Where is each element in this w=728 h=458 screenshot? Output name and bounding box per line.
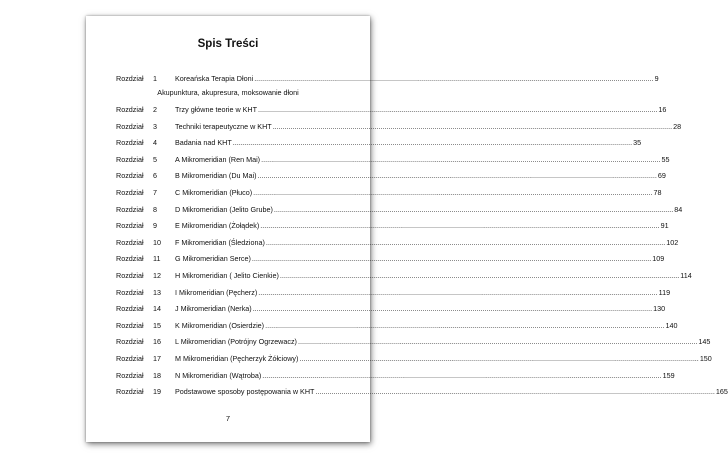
toc-entry — [116, 121, 682, 134]
chapter-title-line — [175, 271, 692, 280]
chapter-title-line — [175, 237, 679, 247]
toc-entry — [116, 204, 683, 217]
chapter-number: 6 — [153, 171, 157, 181]
chapter-title-line — [175, 320, 678, 330]
toc-entry — [116, 74, 659, 86]
dot-leader: ........................................................................................................................................................................................................ — [232, 138, 633, 148]
chapter-page: 159 — [662, 370, 675, 380]
chapter-title-line — [175, 221, 669, 231]
chapter-page: 150 — [699, 354, 712, 363]
toc-entry — [116, 370, 675, 383]
dot-leader: ........................................................................................................................................................................................................ — [273, 204, 674, 214]
chapter-number: 14 — [153, 304, 161, 314]
chapter-label: Rozdział — [116, 105, 144, 114]
toc-entry — [116, 221, 669, 233]
toc-entry — [116, 237, 679, 250]
chapter-title-line — [175, 138, 642, 148]
toc-entry — [116, 138, 642, 150]
chapter-label: Rozdział — [116, 237, 144, 247]
chapter-number: 1 — [153, 74, 157, 83]
chapter-title-line — [175, 121, 682, 131]
chapter-title: H Mikromeridian ( Jelito Cienkie) — [175, 271, 279, 280]
chapter-number: 11 — [153, 254, 161, 264]
chapter-label: Rozdział — [116, 320, 144, 330]
chapter-page: 16 — [658, 105, 667, 114]
chapter-label: Rozdział — [116, 171, 144, 181]
document-page — [86, 16, 728, 442]
chapter-number: 4 — [153, 138, 157, 148]
chapter-number: 19 — [153, 387, 161, 397]
toc-entry — [116, 387, 728, 399]
chapter-title: A Mikromeridian (Ren Mai) — [175, 154, 261, 164]
dot-leader: ........................................................................................................................................................................................................ — [258, 105, 658, 114]
chapter-label: Rozdział — [116, 221, 144, 231]
chapter-title: Trzy główne teorie w KHT — [175, 105, 258, 114]
chapter-page: 119 — [658, 287, 671, 297]
chapter-label: Rozdział — [116, 204, 144, 214]
chapter-number: 13 — [153, 287, 161, 297]
chapter-page: 69 — [657, 171, 666, 181]
dot-leader: ........................................................................................................................................................................................................ — [254, 74, 654, 83]
dot-leader: ........................................................................................................................................................................................................ — [265, 237, 666, 247]
dot-leader: ........................................................................................................................................................................................................ — [297, 337, 698, 347]
toc-entry — [116, 271, 692, 283]
chapter-title-line — [175, 304, 666, 314]
chapter-title-line — [175, 105, 667, 114]
dot-leader: ........................................................................................................................................................................................................ — [279, 271, 680, 280]
chapter-number: 8 — [153, 204, 157, 214]
chapter-number: 9 — [153, 221, 157, 231]
chapter-page: 145 — [698, 337, 711, 347]
chapter-title: Techniki terapeutyczne w KHT — [175, 121, 272, 131]
chapter-title: D Mikromeridian (Jelito Grube) — [175, 204, 273, 214]
dot-leader: ........................................................................................................................................................................................................ — [257, 171, 657, 181]
toc-entry — [116, 171, 666, 183]
chapter-title: F Mikromeridian (Śledziona) — [175, 237, 265, 247]
chapter-title: C Mikromeridian (Płuco) — [175, 188, 253, 197]
chapter-title: Badania nad KHT — [175, 138, 232, 148]
chapter-title: B Mikromeridian (Du Mai) — [175, 171, 257, 181]
chapter-page: 165 — [715, 387, 728, 397]
toc-entry — [116, 304, 666, 316]
chapter-number: 7 — [153, 188, 157, 197]
chapter-label: Rozdział — [116, 271, 144, 280]
chapter-title-line — [175, 387, 728, 397]
chapter-page: 35 — [633, 138, 642, 148]
chapter-title: E Mikromeridian (Żołądek) — [175, 221, 260, 231]
chapter-label: Rozdział — [116, 74, 144, 83]
dot-leader: ........................................................................................................................................................................................................ — [262, 370, 662, 380]
chapter-label: Rozdział — [116, 370, 144, 380]
chapter-number: 5 — [153, 154, 157, 164]
chapter-title-line — [175, 254, 665, 264]
chapter-label: Rozdział — [116, 138, 144, 148]
chapter-title: N Mikromeridian (Wątroba) — [175, 370, 262, 380]
toc-entry — [116, 154, 670, 167]
dot-leader: ........................................................................................................................................................................................................ — [252, 304, 653, 314]
chapter-title: I Mikromeridian (Pęcherz) — [175, 287, 258, 297]
chapter-label: Rozdział — [116, 287, 144, 297]
chapter-page: 91 — [660, 221, 669, 231]
dot-leader: ........................................................................................................................................................................................................ — [258, 287, 658, 297]
dot-leader: ........................................................................................................................................................................................................ — [299, 354, 699, 363]
toc-entry — [116, 354, 712, 366]
chapter-title-line — [175, 337, 711, 347]
chapter-number: 17 — [153, 354, 161, 363]
dot-leader: ........................................................................................................................................................................................................ — [265, 320, 665, 330]
chapter-page: 130 — [653, 304, 666, 314]
chapter-title-line — [175, 154, 670, 164]
dot-leader: ........................................................................................................................................................................................................ — [251, 254, 652, 264]
chapter-number: 18 — [153, 370, 161, 380]
chapter-page: 9 — [654, 74, 659, 83]
dot-leader: ........................................................................................................................................................................................................ — [315, 387, 715, 397]
chapter-title-line — [175, 354, 712, 363]
chapter-label: Rozdział — [116, 304, 144, 314]
chapter-title-line — [175, 74, 659, 83]
chapter-label: Rozdział — [116, 337, 144, 347]
chapter-label: Rozdział — [116, 154, 144, 164]
section-subtitle: Akupunktura, akupresura, moksowanie dłoni — [157, 88, 299, 97]
chapter-number: 2 — [153, 105, 157, 114]
chapter-title-line — [175, 188, 662, 197]
chapter-title-line — [175, 370, 675, 380]
dot-leader: ........................................................................................................................................................................................................ — [260, 221, 660, 231]
chapter-title: K Mikromeridian (Osierdzie) — [175, 320, 265, 330]
chapter-number: 16 — [153, 337, 161, 347]
chapter-page: 78 — [653, 188, 662, 197]
chapter-label: Rozdział — [116, 254, 144, 264]
chapter-page: 109 — [652, 254, 665, 264]
chapter-number: 3 — [153, 121, 157, 131]
dot-leader: ........................................................................................................................................................................................................ — [253, 188, 653, 197]
chapter-title: M Mikromeridian (Pęcherzyk Żółciowy) — [175, 354, 299, 363]
toc-entry — [116, 287, 671, 300]
chapter-title: Podstawowe sposoby postępowania w KHT — [175, 387, 315, 397]
chapter-label: Rozdział — [116, 354, 144, 363]
chapter-page: 140 — [665, 320, 678, 330]
chapter-label: Rozdział — [116, 188, 144, 197]
page-number: 7 — [225, 414, 231, 423]
toc-entry — [116, 337, 711, 349]
chapter-number: 12 — [153, 271, 161, 280]
chapter-page: 28 — [673, 121, 682, 131]
toc-entry — [116, 254, 665, 266]
chapter-title: G Mikromeridian Serce) — [175, 254, 251, 264]
chapter-title-line — [175, 287, 671, 297]
toc-entry — [116, 105, 667, 117]
toc-entry — [116, 320, 678, 333]
chapter-label: Rozdział — [116, 387, 144, 397]
chapter-number: 10 — [153, 237, 161, 247]
chapter-title-line — [175, 171, 666, 181]
page-title: Spis Treści — [197, 38, 259, 50]
dot-leader: ........................................................................................................................................................................................................ — [272, 121, 673, 131]
chapter-title: Koreańska Terapia Dłoni — [175, 74, 254, 83]
dot-leader: ........................................................................................................................................................................................................ — [261, 154, 661, 164]
chapter-page: 55 — [661, 154, 670, 164]
chapter-page: 84 — [674, 204, 683, 214]
chapter-number: 15 — [153, 320, 161, 330]
chapter-title-line — [175, 204, 683, 214]
chapter-page: 102 — [666, 237, 679, 247]
chapter-page: 114 — [680, 271, 692, 280]
toc-entry — [116, 188, 662, 200]
chapter-label: Rozdział — [116, 121, 144, 131]
chapter-title: J Mikromeridian (Nerka) — [175, 304, 252, 314]
chapter-title: L Mikromeridian (Potrójny Ogrzewacz) — [175, 337, 297, 347]
